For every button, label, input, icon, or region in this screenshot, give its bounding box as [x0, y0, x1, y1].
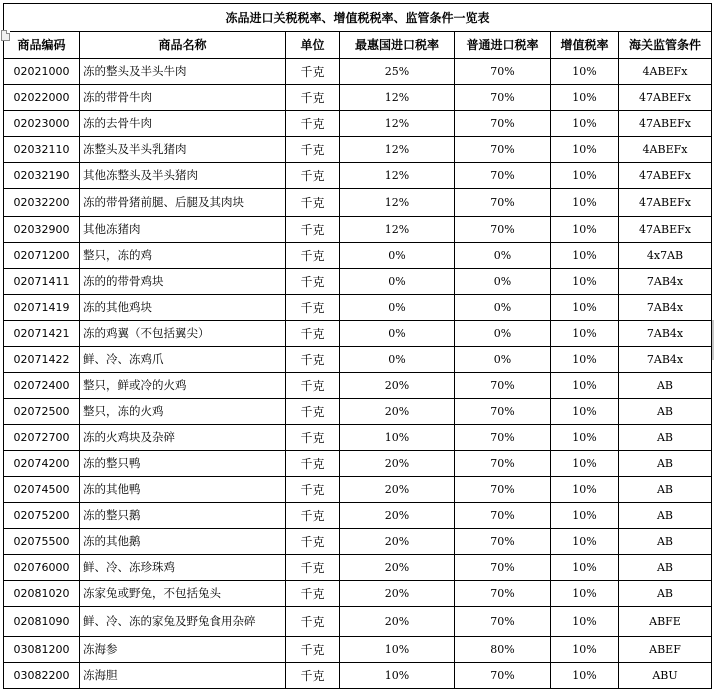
- cell-general-rate: 70%: [455, 399, 551, 425]
- table-row: [4, 137, 712, 163]
- cell-code: 02071200: [4, 243, 80, 269]
- cell-general-rate: 70%: [455, 59, 551, 85]
- cell-name: 冻整头及半头乳猪肉: [80, 137, 286, 163]
- cell-unit: 千克: [286, 269, 340, 295]
- cell-code: 02032200: [4, 189, 80, 217]
- cell-mfn-rate: 20%: [340, 529, 455, 555]
- cell-name: 其他冻整头及半头猪肉: [80, 163, 286, 189]
- cell-general-rate: 70%: [455, 111, 551, 137]
- cell-mfn-rate: 0%: [340, 269, 455, 295]
- table-row: [4, 425, 712, 451]
- cell-customs: ABEF: [619, 637, 712, 663]
- cell-unit: 千克: [286, 503, 340, 529]
- cell-name: 冻海胆: [80, 663, 286, 689]
- cell-code: 02022000: [4, 85, 80, 111]
- cell-customs: AB: [619, 477, 712, 503]
- cell-mfn-rate: 10%: [340, 425, 455, 451]
- cell-vat: 10%: [551, 399, 619, 425]
- table-row: [4, 477, 712, 503]
- cell-unit: 千克: [286, 321, 340, 347]
- header-unit: 单位: [286, 32, 340, 59]
- header-general-rate: 普通进口税率: [455, 32, 551, 59]
- cell-unit: 千克: [286, 425, 340, 451]
- cell-unit: 千克: [286, 111, 340, 137]
- cell-general-rate: 0%: [455, 295, 551, 321]
- cell-mfn-rate: 0%: [340, 295, 455, 321]
- cell-general-rate: 70%: [455, 607, 551, 637]
- cell-customs: AB: [619, 529, 712, 555]
- cell-code: 02075200: [4, 503, 80, 529]
- cell-customs: 4ABEFx: [619, 59, 712, 85]
- table-row: [4, 163, 712, 189]
- cell-mfn-rate: 10%: [340, 637, 455, 663]
- cell-customs: AB: [619, 373, 712, 399]
- table-row: [4, 295, 712, 321]
- cell-general-rate: 0%: [455, 269, 551, 295]
- cell-unit: 千克: [286, 189, 340, 217]
- cell-unit: 千克: [286, 607, 340, 637]
- cell-vat: 10%: [551, 189, 619, 217]
- table-row: [4, 269, 712, 295]
- header-mfn-rate: 最惠国进口税率: [340, 32, 455, 59]
- cell-customs: AB: [619, 451, 712, 477]
- cell-vat: 10%: [551, 425, 619, 451]
- cell-customs: AB: [619, 581, 712, 607]
- cell-code: 02081020: [4, 581, 80, 607]
- table-row: [4, 347, 712, 373]
- doc-icon: [1, 30, 10, 41]
- cell-vat: 10%: [551, 163, 619, 189]
- cell-general-rate: 70%: [455, 425, 551, 451]
- cell-unit: 千克: [286, 85, 340, 111]
- cell-mfn-rate: 0%: [340, 321, 455, 347]
- cell-code: 03082200: [4, 663, 80, 689]
- cell-unit: 千克: [286, 373, 340, 399]
- cell-name: 冻的的带骨鸡块: [80, 269, 286, 295]
- cell-code: 02071419: [4, 295, 80, 321]
- cell-customs: 7AB4x: [619, 347, 712, 373]
- cell-code: 02032190: [4, 163, 80, 189]
- cell-name: 冻的整只鹅: [80, 503, 286, 529]
- cell-unit: 千克: [286, 347, 340, 373]
- cell-name: 整只，冻的鸡: [80, 243, 286, 269]
- cell-customs: 47ABEFx: [619, 217, 712, 243]
- cell-name: 冻的鸡翼（不包括翼尖）: [80, 321, 286, 347]
- table-row: [4, 189, 712, 217]
- cell-vat: 10%: [551, 477, 619, 503]
- table-row: [4, 59, 712, 85]
- table-row: [4, 321, 712, 347]
- cell-customs: AB: [619, 555, 712, 581]
- cell-code: 02071421: [4, 321, 80, 347]
- cell-customs: 7AB4x: [619, 321, 712, 347]
- cell-mfn-rate: 0%: [340, 243, 455, 269]
- cell-vat: 10%: [551, 111, 619, 137]
- cell-general-rate: 70%: [455, 163, 551, 189]
- cell-name: 冻的其他鸡块: [80, 295, 286, 321]
- cell-general-rate: 70%: [455, 581, 551, 607]
- cell-general-rate: 0%: [455, 347, 551, 373]
- table-row: [4, 529, 712, 555]
- scrollbar-indicator[interactable]: [712, 320, 714, 360]
- header-name: 商品名称: [80, 32, 286, 59]
- cell-code: 03081200: [4, 637, 80, 663]
- cell-vat: 10%: [551, 451, 619, 477]
- cell-general-rate: 80%: [455, 637, 551, 663]
- cell-vat: 10%: [551, 137, 619, 163]
- cell-name: 整只，冻的火鸡: [80, 399, 286, 425]
- cell-code: 02032110: [4, 137, 80, 163]
- cell-customs: 47ABEFx: [619, 111, 712, 137]
- tariff-sheet: [3, 3, 711, 689]
- cell-mfn-rate: 20%: [340, 581, 455, 607]
- cell-code: 02072500: [4, 399, 80, 425]
- cell-general-rate: 70%: [455, 85, 551, 111]
- table-row: [4, 581, 712, 607]
- cell-customs: 47ABEFx: [619, 189, 712, 217]
- cell-vat: 10%: [551, 59, 619, 85]
- table-body: [4, 59, 712, 689]
- cell-code: 02071411: [4, 269, 80, 295]
- cell-unit: 千克: [286, 451, 340, 477]
- cell-mfn-rate: 12%: [340, 111, 455, 137]
- cell-name: 冻的其他鸭: [80, 477, 286, 503]
- cell-mfn-rate: 25%: [340, 59, 455, 85]
- cell-code: 02074200: [4, 451, 80, 477]
- cell-general-rate: 70%: [455, 663, 551, 689]
- cell-name: 冻的带骨猪前腿、后腿及其肉块: [80, 189, 286, 217]
- cell-code: 02081090: [4, 607, 80, 637]
- header-vat: 增值税率: [551, 32, 619, 59]
- cell-unit: 千克: [286, 217, 340, 243]
- header-customs: 海关监管条件: [619, 32, 712, 59]
- cell-vat: 10%: [551, 269, 619, 295]
- cell-general-rate: 70%: [455, 451, 551, 477]
- cell-vat: 10%: [551, 555, 619, 581]
- cell-vat: 10%: [551, 217, 619, 243]
- cell-unit: 千克: [286, 555, 340, 581]
- cell-mfn-rate: 12%: [340, 137, 455, 163]
- cell-mfn-rate: 20%: [340, 477, 455, 503]
- cell-general-rate: 70%: [455, 477, 551, 503]
- cell-mfn-rate: 20%: [340, 399, 455, 425]
- cell-vat: 10%: [551, 321, 619, 347]
- cell-mfn-rate: 12%: [340, 189, 455, 217]
- cell-name: 冻的带骨牛肉: [80, 85, 286, 111]
- table-row: [4, 503, 712, 529]
- table-row: [4, 217, 712, 243]
- cell-unit: 千克: [286, 477, 340, 503]
- cell-customs: 4ABEFx: [619, 137, 712, 163]
- cell-unit: 千克: [286, 529, 340, 555]
- cell-customs: AB: [619, 399, 712, 425]
- cell-vat: 10%: [551, 295, 619, 321]
- cell-unit: 千克: [286, 243, 340, 269]
- cell-vat: 10%: [551, 529, 619, 555]
- tariff-table: [3, 3, 712, 689]
- table-row: [4, 637, 712, 663]
- cell-customs: 47ABEFx: [619, 85, 712, 111]
- cell-general-rate: 70%: [455, 529, 551, 555]
- cell-customs: ABU: [619, 663, 712, 689]
- cell-mfn-rate: 20%: [340, 607, 455, 637]
- cell-vat: 10%: [551, 503, 619, 529]
- cell-general-rate: 70%: [455, 555, 551, 581]
- cell-general-rate: 70%: [455, 217, 551, 243]
- cell-vat: 10%: [551, 243, 619, 269]
- cell-code: 02072700: [4, 425, 80, 451]
- cell-name: 鲜、冷、冻鸡爪: [80, 347, 286, 373]
- table-row: [4, 399, 712, 425]
- cell-mfn-rate: 0%: [340, 347, 455, 373]
- header-row: [4, 32, 712, 59]
- cell-customs: ABFE: [619, 607, 712, 637]
- cell-unit: 千克: [286, 637, 340, 663]
- cell-unit: 千克: [286, 663, 340, 689]
- cell-customs: 7AB4x: [619, 295, 712, 321]
- cell-unit: 千克: [286, 163, 340, 189]
- cell-general-rate: 70%: [455, 373, 551, 399]
- cell-name: 冻的火鸡块及杂碎: [80, 425, 286, 451]
- cell-mfn-rate: 12%: [340, 85, 455, 111]
- cell-name: 鲜、冷、冻珍珠鸡: [80, 555, 286, 581]
- cell-unit: 千克: [286, 399, 340, 425]
- cell-name: 其他冻猪肉: [80, 217, 286, 243]
- cell-code: 02074500: [4, 477, 80, 503]
- table-row: [4, 111, 712, 137]
- cell-general-rate: 70%: [455, 189, 551, 217]
- cell-name: 冻的整头及半头牛肉: [80, 59, 286, 85]
- cell-mfn-rate: 20%: [340, 373, 455, 399]
- table-row: [4, 243, 712, 269]
- cell-name: 冻的去骨牛肉: [80, 111, 286, 137]
- table-row: [4, 373, 712, 399]
- cell-code: 02076000: [4, 555, 80, 581]
- cell-vat: 10%: [551, 607, 619, 637]
- table-title: 冻品进口关税税率、增值税税率、监管条件一览表: [4, 4, 712, 32]
- cell-mfn-rate: 12%: [340, 163, 455, 189]
- cell-vat: 10%: [551, 85, 619, 111]
- cell-customs: AB: [619, 503, 712, 529]
- header-code: 商品编码: [4, 32, 80, 59]
- table-row: [4, 607, 712, 637]
- cell-vat: 10%: [551, 347, 619, 373]
- cell-name: 冻家兔或野兔，不包括兔头: [80, 581, 286, 607]
- table-row: [4, 663, 712, 689]
- cell-unit: 千克: [286, 59, 340, 85]
- cell-general-rate: 0%: [455, 321, 551, 347]
- cell-name: 鲜、冷、冻的家兔及野兔食用杂碎: [80, 607, 286, 637]
- cell-unit: 千克: [286, 581, 340, 607]
- cell-unit: 千克: [286, 137, 340, 163]
- cell-code: 02075500: [4, 529, 80, 555]
- cell-customs: AB: [619, 425, 712, 451]
- cell-general-rate: 70%: [455, 503, 551, 529]
- cell-mfn-rate: 12%: [340, 217, 455, 243]
- cell-mfn-rate: 20%: [340, 503, 455, 529]
- cell-customs: 4x7AB: [619, 243, 712, 269]
- cell-code: 02023000: [4, 111, 80, 137]
- cell-code: 02032900: [4, 217, 80, 243]
- cell-code: 02071422: [4, 347, 80, 373]
- cell-name: 整只，鲜或冷的火鸡: [80, 373, 286, 399]
- cell-vat: 10%: [551, 637, 619, 663]
- cell-general-rate: 0%: [455, 243, 551, 269]
- table-row: [4, 451, 712, 477]
- table-row: [4, 555, 712, 581]
- cell-code: 02072400: [4, 373, 80, 399]
- cell-customs: 47ABEFx: [619, 163, 712, 189]
- cell-name: 冻的其他鹅: [80, 529, 286, 555]
- table-row: [4, 85, 712, 111]
- cell-vat: 10%: [551, 373, 619, 399]
- cell-vat: 10%: [551, 581, 619, 607]
- cell-name: 冻的整只鸭: [80, 451, 286, 477]
- cell-vat: 10%: [551, 663, 619, 689]
- cell-code: 02021000: [4, 59, 80, 85]
- cell-unit: 千克: [286, 295, 340, 321]
- cell-general-rate: 70%: [455, 137, 551, 163]
- cell-mfn-rate: 10%: [340, 663, 455, 689]
- cell-name: 冻海参: [80, 637, 286, 663]
- cell-mfn-rate: 20%: [340, 555, 455, 581]
- cell-mfn-rate: 20%: [340, 451, 455, 477]
- cell-customs: 7AB4x: [619, 269, 712, 295]
